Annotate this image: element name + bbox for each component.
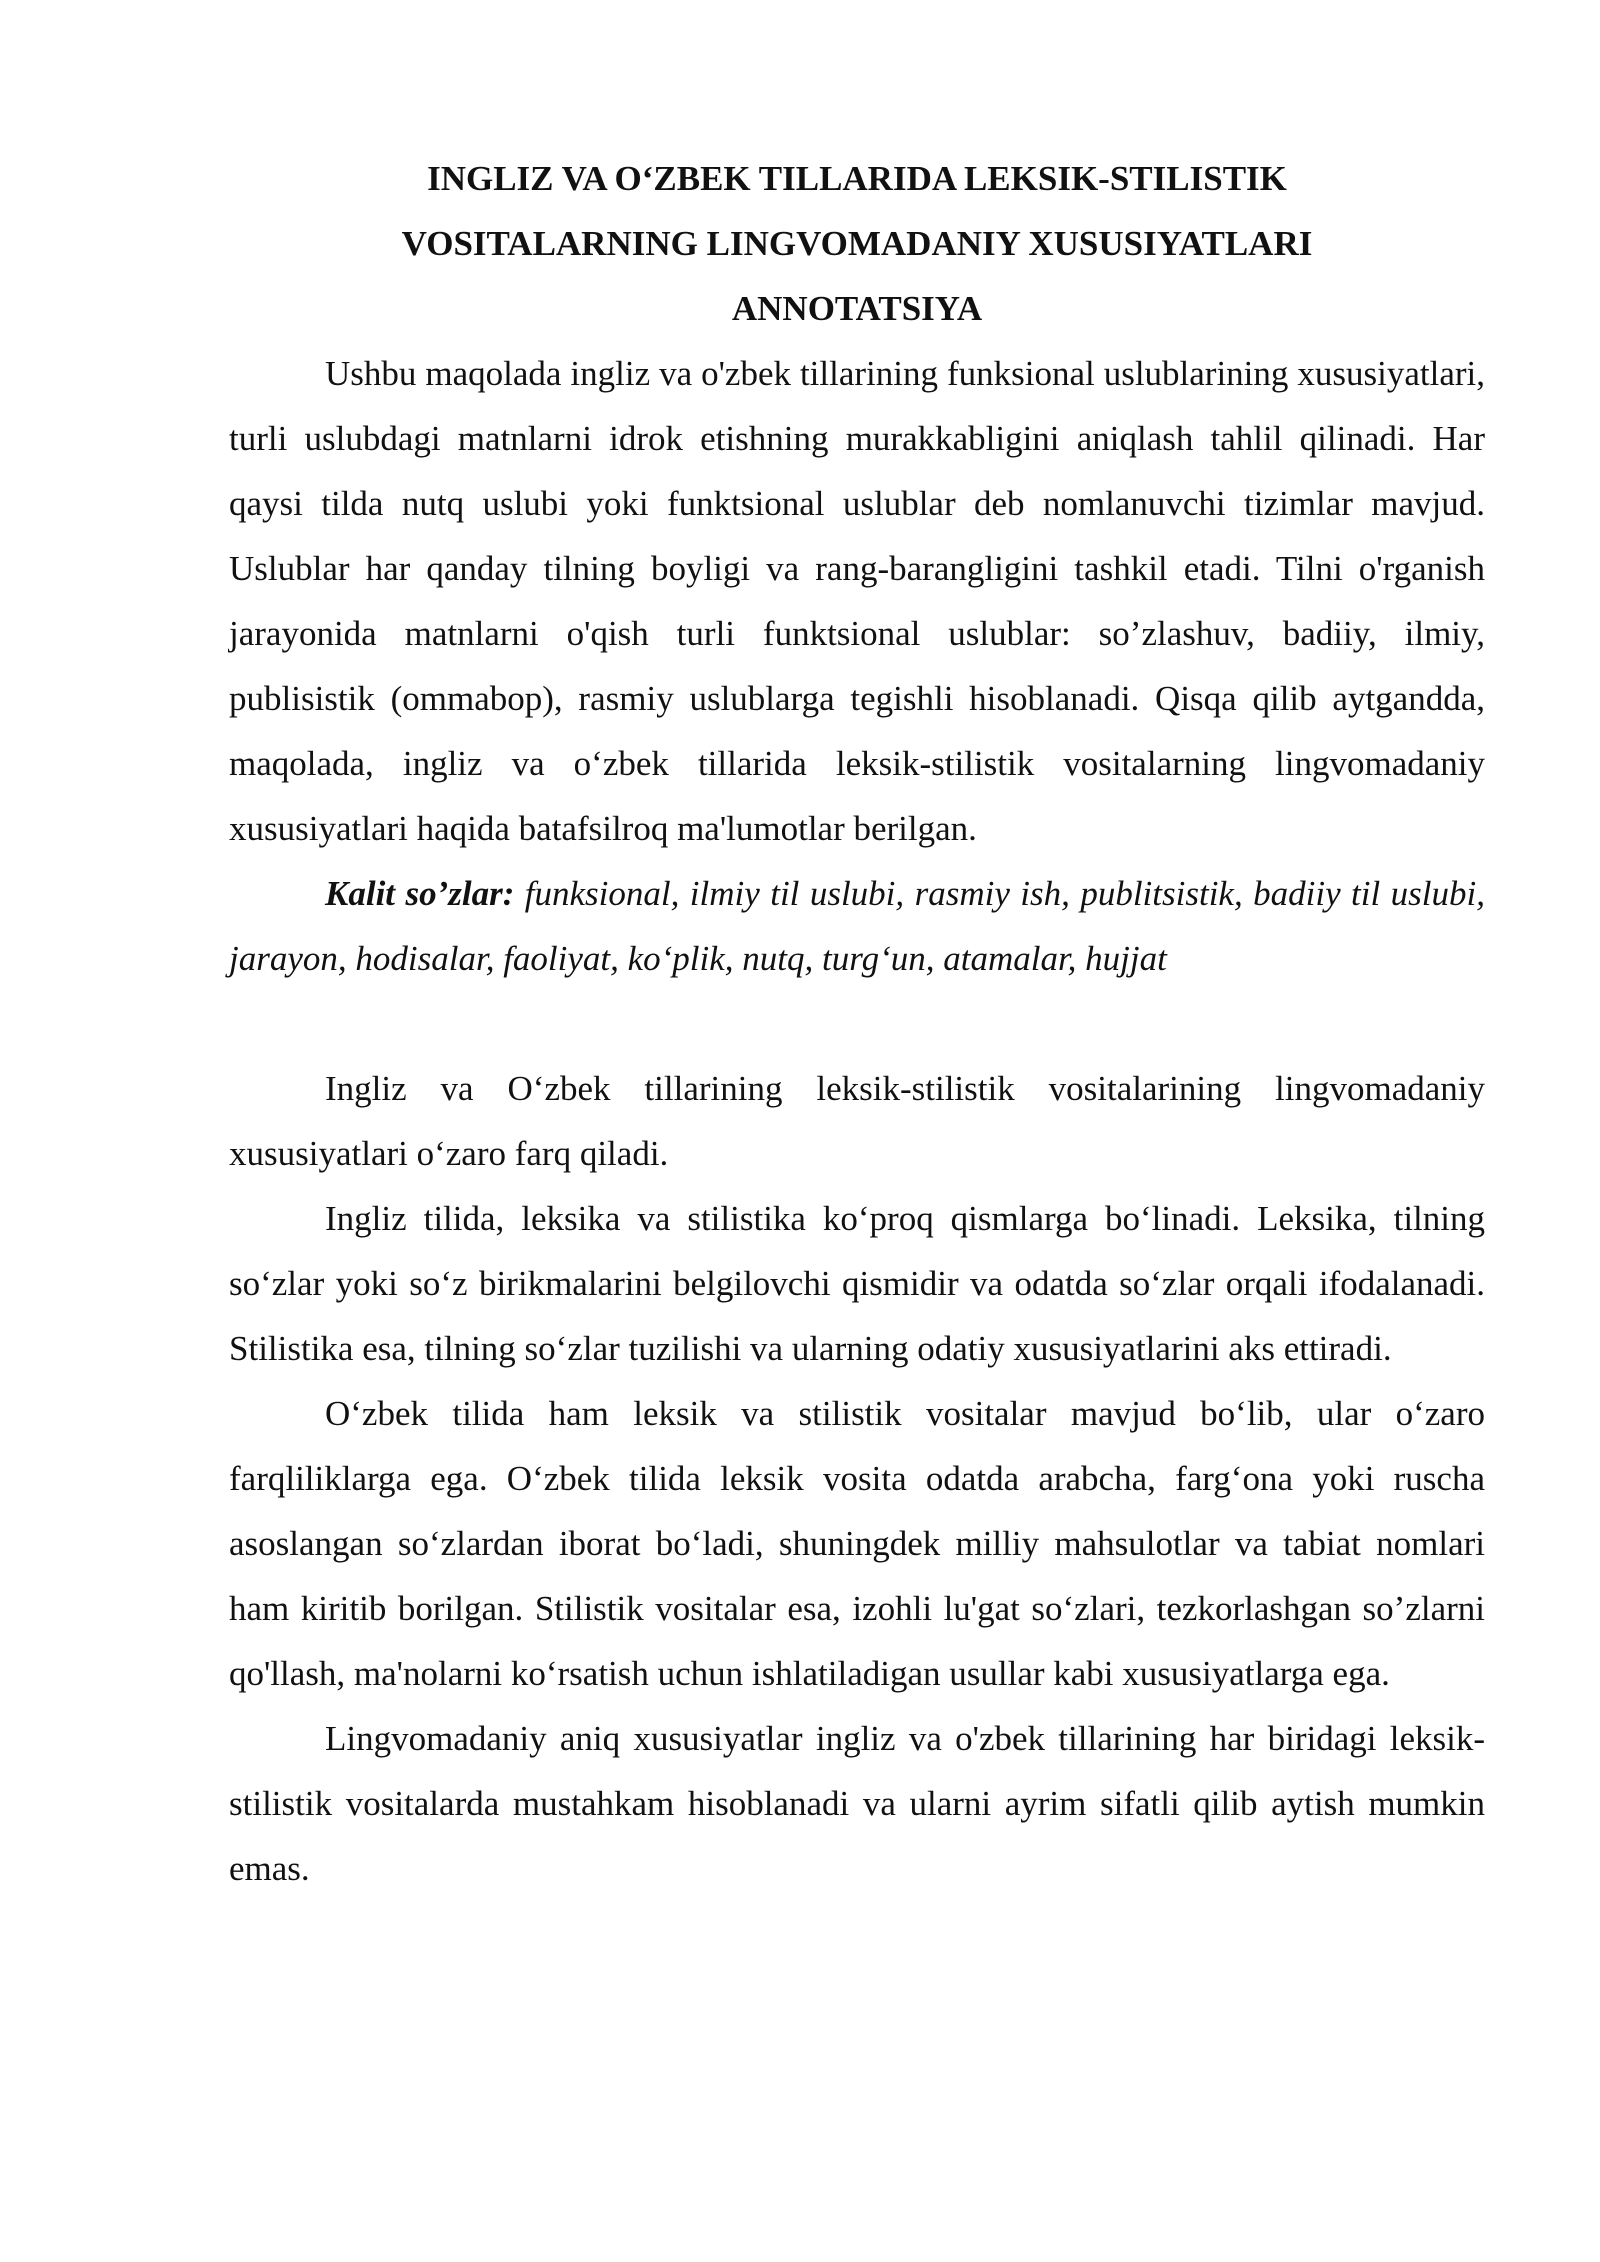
title-line-1: INGLIZ VA O‘ZBEK TILLARIDA LEKSIK-STILISTIK [427,159,1287,198]
body-paragraph-3: O‘zbek tilida ham leksik va stilistik vositalar mavjud bo‘lib, ular o‘zaro farqliliklarga ega. O‘zbek tilida leksik vosita odatda arabcha, farg‘ona yoki ruscha asoslangan so‘zlardan iborat bo‘ladi, shuningdek milliy mahsulotlar va tabiat nomlari ham kiritib borilgan. Stilistik vositalar esa, izohli lu'gat so‘zlari, tezkorlashgan so’zlarni qo'llash, ma'nolarni ko‘rsatish uchun ishlatiladigan usullar kabi xususiyatlarga ega. [229,1394,1485,1693]
body-paragraph-2: Ingliz tilida, leksika va stilistika ko‘proq qismlarga bo‘linadi. Leksika, tilning so‘zlar yoki so‘z birikmalarini belgilovchi qismidir va odatda so‘zlar orqali ifodalanadi. Stilistika esa, tilning so‘zlar tuzilishi va ularning odatiy xususiyatlarini aks ettiradi. [229,1199,1485,1368]
keywords-label: Kalit so’zlar: [325,874,515,913]
keywords-paragraph [229,861,1485,991]
document-page [229,146,1485,1901]
keywords-text: funksional, ilmiy til uslubi, rasmiy ish, publitsistik, badiiy til uslubi, jarayon, hodisalar, faoliyat, ko‘plik, nutq, turg‘un, atamalar, hujjat [229,874,1485,978]
blank-line [229,991,1485,1056]
abstract-paragraph: Ushbu maqolada ingliz va o'zbek tillarining funksional uslublarining xususiyatlari, turli uslubdagi matnlarni idrok etishning murakkabligini aniqlash tahlil qilinadi. Har qaysi tilda nutq uslubi yoki funktsional uslublar deb nomlanuvchi tizimlar mavjud. Uslublar har qanday tilning boyligi va rang-barangligini tashkil etadi. Tilni o'rganish jarayonida matnlarni o'qish turli funktsional uslublar: so’zlashuv, badiiy, ilmiy, publisistik (ommabop), rasmiy uslublarga tegishli hisoblanadi. Qisqa qilib aytgandda, maqolada, ingliz va o‘zbek tillarida leksik-stilistik vositalarning lingvomadaniy xususiyatlari haqida batafsilroq ma'lumotlar berilgan. [229,354,1485,848]
body-paragraph-4: Lingvomadaniy aniq xususiyatlar ingliz va o'zbek tillarining har biridagi leksik-stilistik vositalarda mustahkam hisoblanadi va ularni ayrim sifatli qilib aytish mumkin emas. [229,1719,1485,1888]
title-line-2: VOSITALARNING LINGVOMADANIY XUSUSIYATLARI [401,224,1313,263]
body-paragraph-1: Ingliz va O‘zbek tillarining leksik-stilistik vositalarining lingvomadaniy xususiyatlari o‘zaro farq qiladi. [229,1069,1485,1173]
section-heading-annotation: ANNOTATSIYA [731,289,983,328]
